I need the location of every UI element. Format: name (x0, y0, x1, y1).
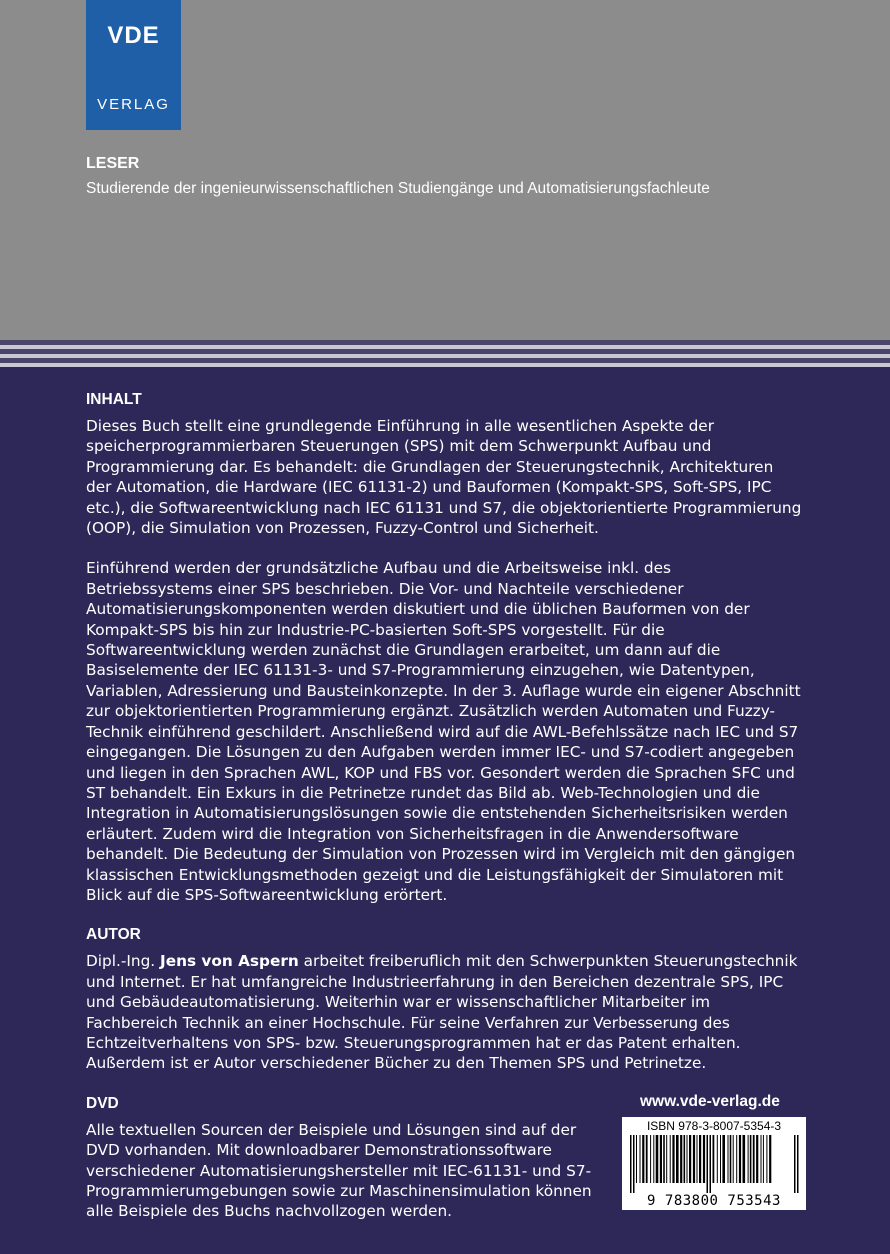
logo-verlag-text: VERLAG (97, 96, 170, 113)
barcode-bar (660, 1135, 662, 1183)
barcode-bar (728, 1135, 729, 1183)
barcode-bar (761, 1135, 762, 1183)
barcode-bar (769, 1135, 771, 1183)
barcode-bar (717, 1135, 718, 1183)
autor-name: Jens von Aspern (160, 952, 299, 971)
barcode-bar (646, 1135, 648, 1183)
barcode-bar (699, 1135, 701, 1183)
barcode-bar (684, 1135, 686, 1183)
leser-text: Studierende der ingenieurwissenschaftlichen Studiengänge und Automatisierungsfachleute (86, 180, 710, 197)
autor-heading: AUTOR (86, 926, 141, 944)
barcode-bar (748, 1135, 749, 1183)
barcode-bar (676, 1135, 679, 1183)
barcode-bar (710, 1135, 712, 1193)
barcode-bar (663, 1135, 665, 1183)
autor-text: arbeitet freiberuflich mit den Schwerpunkten Steuerungstechnik und Internet. Er hat umfangreiche Industrieerfahrung in den Bereichen dezentrale SPS, IPC und Gebäudeautomatisierung. Weiterhin war er wissenschaftlicher Mitarbeiter im Fachbereich Technik an einer Hochschule. Für seine Verfahren zur Verbesserung des Echtzeitverhaltens von SPS- bzw. Steuerungsprogrammen hat er das Patent erhalten. Außerdem ist er Autor verschiedener Bücher zu den Themen SPS und Petrinetze. (86, 952, 798, 1073)
barcode-bar (656, 1135, 659, 1183)
top-grey-panel (0, 0, 890, 340)
barcode-bar (797, 1135, 799, 1193)
barcode-bar (672, 1135, 674, 1183)
barcode-bar (763, 1135, 764, 1183)
barcode-bar (739, 1135, 741, 1183)
barcode-bar (666, 1135, 667, 1183)
barcode-bar (636, 1135, 637, 1183)
dvd-paragraph: Alle textuellen Sourcen der Beispiele und Lösungen sind auf der DVD vorhanden. Mit downloadbarer Demonstrationssoftware verschiedener Automatisierungshersteller mit IEC-61131- und S7-Programmierumgebungen sowie zur Maschinensimulation können alle Beispiele des Buchs nachvollzogen werden. (86, 1120, 592, 1221)
dvd-heading: DVD (86, 1094, 119, 1112)
inhalt-paragraph-1: Dieses Buch stellt eine grundlegende Einführung in alle wesentlichen Aspekte der speicherprogrammierbaren Steuerungen (SPS) mit dem Schwerpunkt Aufbau und Programmierung dar. Es behandelt: die Grundlagen der Steuerungstechnik, Architekturen der Automation, die Hardware (IEC 61131-2) und Bauformen (Kompakt-SPS, Soft-SPS, IPC etc.), die Softwareentwicklung nach IEC 61131 und S7, die objektorientierte Programmierung (OOP), die Simulation von Prozessen, Fuzzy-Control und Sicherheit. (86, 417, 802, 538)
leser-heading: LESER (86, 155, 140, 172)
autor-prefix: Dipl.-Ing. (86, 952, 161, 971)
barcode-bar (633, 1135, 635, 1193)
inhalt-paragraph-2: Einführend werden der grundsätzliche Aufbau und die Arbeitsweise inkl. des Betriebssystems einer SPS beschrieben. Die Vor- und Nachteile verschiedener Automatisierungskomponenten werden diskutiert und die üblichen Bauformen von der Kompakt-SPS bis hin zur Industrie-PC-basierten Soft-SPS vorgestellt. Für die Softwareentwicklung werden zunächst die Grundlagen erarbeitet, um dann auf die Basiselemente der IEC 61131-3- und S7-Programmierung einzugehen, wie Datentypen, Variablen, Adressierung und Bausteinkonzepte. In der 3. Auflage wurde ein eigener Abschnitt zur objektorientierten Programmierung ergänzt. Zusätzlich werden Automaten und Fuzzy-Technik einführend geschildert. Anschließend wird auf die AWL-Befehlssätze nach IEC und S7 eingegangen. Die Lösungen zu den Aufgaben werden immer IEC- und S7-codiert angegeben und liegen in den Sprachen AWL, KOP und FBS vor. Gesondert werden die Sprachen SFC und ST behandelt. Ein Exkurs in die Petrinetze rundet das Bild ab. Web-Technologien und die Integration in Automatisierungslösungen sowie die entstehenden Sicherheitsrisiken werden erläutert. Zudem wird die Integration von Sicherheitsfragen in die Anwendersoftware behandelt. Die Bedeutung der Simulation von Prozessen wird im Vergleich mit den gängigen klassischen Entwicklungsmethoden gezeigt und die Leistungsfähigkeit der Simulatoren mit Blick auf die SPS-Softwareentwicklung erörtert. (86, 559, 801, 904)
barcode-bar (703, 1135, 705, 1183)
barcode-bar (750, 1135, 752, 1183)
barcode-bar (736, 1135, 737, 1183)
barcode-bar (687, 1135, 688, 1183)
barcode-bar (730, 1135, 732, 1183)
barcode-bar (693, 1135, 695, 1183)
barcode-bar (713, 1135, 715, 1183)
autor-paragraph (86, 951, 802, 1073)
barcode-bars (628, 1135, 800, 1193)
barcode-bar (794, 1135, 796, 1193)
barcode-bar (630, 1135, 632, 1193)
barcode-bar (653, 1135, 654, 1183)
stripe-divider (0, 340, 890, 380)
vde-verlag-logo (86, 0, 181, 130)
barcode-bar (697, 1135, 698, 1183)
inhalt-heading: INHALT (86, 391, 142, 408)
barcode-bar (642, 1135, 644, 1183)
barcode-bar (753, 1135, 755, 1183)
barcode-bar (707, 1135, 709, 1193)
barcode-bar (680, 1135, 682, 1183)
barcode-bar (720, 1135, 721, 1183)
barcode-bar (650, 1135, 651, 1183)
barcode-bar (733, 1135, 734, 1183)
logo-vde-text: VDE (107, 22, 160, 49)
website-url[interactable]: www.vde-verlag.de (640, 1093, 780, 1110)
barcode-bar (640, 1135, 641, 1183)
barcode-bar (689, 1135, 691, 1183)
barcode-bar (743, 1135, 746, 1183)
barcode-bar (670, 1135, 671, 1183)
isbn-barcode (622, 1117, 806, 1210)
isbn-label: ISBN 978-3-8007-5354-3 (646, 1119, 782, 1133)
isbn-digits: 9 783800 753543 (647, 1193, 781, 1209)
barcode-bar (756, 1135, 758, 1183)
barcode-bar (722, 1135, 725, 1183)
barcode-bar (766, 1135, 767, 1183)
